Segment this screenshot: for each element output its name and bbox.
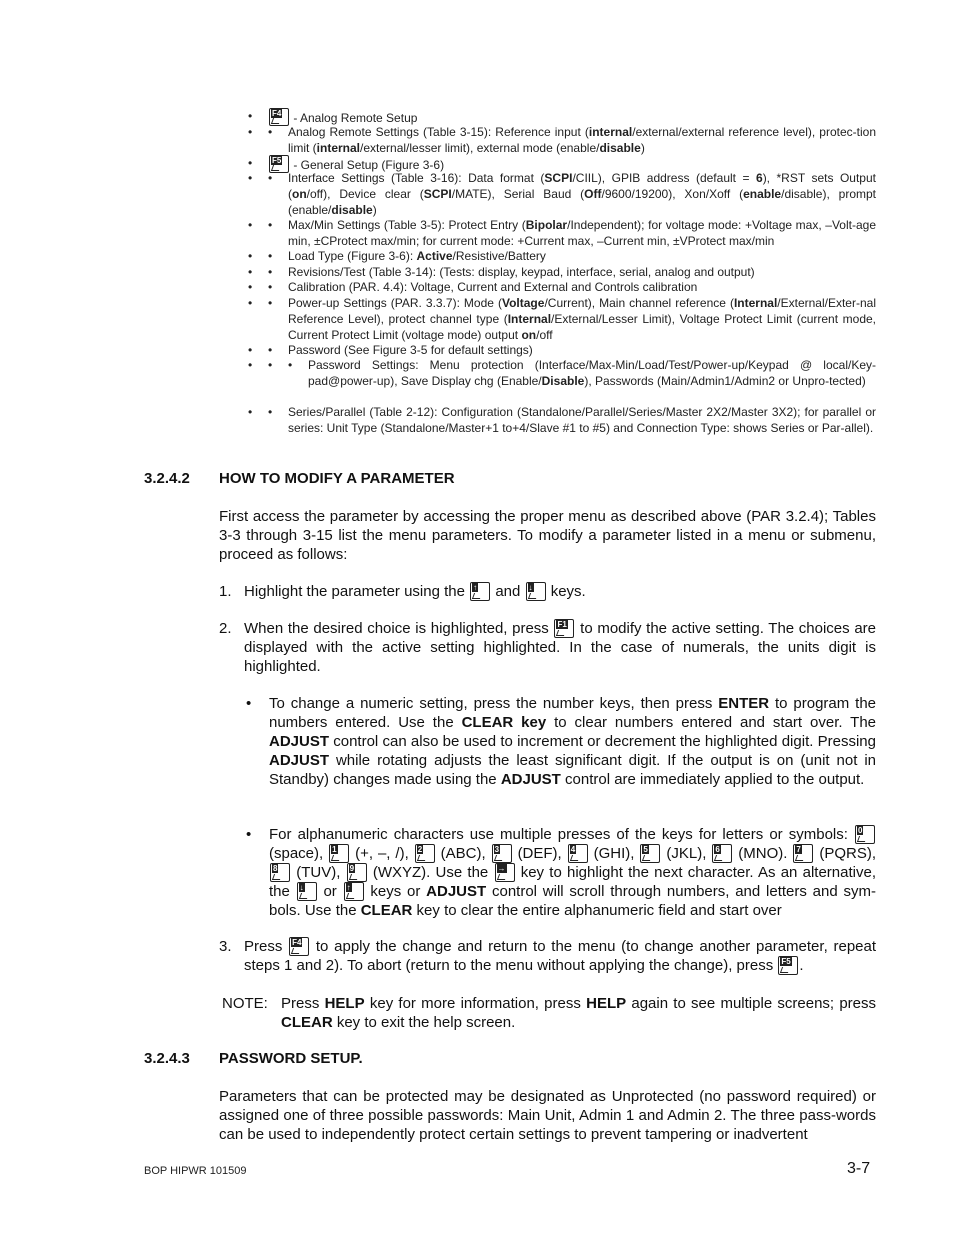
step-number: 1. (219, 583, 232, 600)
step-3 (244, 937, 876, 975)
small-list-text: F4 - Analog Remote Setup (268, 108, 856, 126)
bullet: • (246, 695, 252, 712)
bullet: • (248, 296, 253, 310)
f4-key-icon: F4 (269, 108, 289, 126)
text: For alphanumeric characters use multiple presses of the keys for letters or symbols: (269, 826, 848, 843)
step-3-text: to apply the change and return to the menu (to change another parameter, repeat steps 1 and 2). To abort (return to the menu without applying the change), press (244, 938, 877, 974)
text: key to highlight the next character. As an alternative, the (269, 864, 876, 900)
step-2-text: When the desired choice is highlighted, press (244, 620, 549, 637)
bullet: • (268, 218, 273, 232)
small-list-text: Load Type (Figure 3-6): Active/Resistive/Battery (288, 249, 546, 263)
down-arrow-key-icon: ↓ (297, 882, 317, 901)
key-1-icon: 1 (329, 844, 349, 863)
footer-doc-id: BOP HIPWR 101509 (144, 1165, 247, 1177)
bullet: • (268, 296, 273, 310)
bullet: • (288, 358, 293, 372)
small-list-text: Calibration (PAR. 4.4): Voltage, Current and External and Controls calibration (288, 280, 698, 294)
text: (WXYZ). Use the (372, 864, 489, 881)
bullet: • (248, 171, 253, 185)
text: or (323, 883, 337, 900)
bullet: • (268, 280, 273, 294)
key-9-icon: 9 (347, 863, 367, 882)
key-8-icon: 8 (270, 863, 290, 882)
step-1 (244, 582, 876, 601)
bullet: • (248, 218, 253, 232)
step-number: 3. (219, 938, 232, 955)
text: (PQRS), (819, 845, 877, 862)
text: keys or ADJUST control will scroll through numbers, and letters and sym-bols. Use the CLEAR key to clear the entire alphanumeric field and start over (269, 883, 876, 919)
bullet: • (248, 358, 253, 372)
small-list-text: Series/Parallel (Table 2-12): Configuration (Standalone/Parallel/Series/Master 2X2/Master 3X2); for parallel or series: Unit Type (Standalone/Master+1 to+4/Slave #1 to #5) and Connection Type: shows Series or Par-allel). (288, 405, 876, 435)
bullet: • (248, 125, 253, 139)
alphanumeric-paragraph (269, 825, 876, 920)
step-1-text: keys. (550, 583, 586, 600)
bullet: • (248, 405, 253, 419)
section-number: 3.2.4.2 (144, 470, 190, 487)
up-arrow-key-icon: ↑ (470, 582, 490, 601)
f5-key-icon: F5 (269, 155, 289, 173)
page-number: 3-7 (847, 1160, 871, 1177)
text: (space), (269, 845, 324, 862)
bullet: • (268, 125, 273, 139)
bullet: • (248, 280, 253, 294)
text: (DEF), (517, 845, 562, 862)
section-title: PASSWORD SETUP. (219, 1050, 363, 1067)
bullet: • (248, 343, 253, 357)
intro-paragraph: First access the parameter by accessing the proper menu as described above (PAR 3.2.4); Tables 3-3 through 3-15 list the menu parameters. To modify a parameter listed in a menu or submenu, proceed as follows: (219, 508, 876, 563)
section-number: 3.2.4.3 (144, 1050, 190, 1067)
bullet: • (268, 358, 273, 372)
text: (+, –, /), (355, 845, 409, 862)
small-list-text: Max/Min Settings (Table 3-5): Protect Entry (Bipolar/Independent); for voltage mode: +Voltage max, –Volt-age min, ±CProtect max/min; for current mode: +Current max, –Current min, ±VProtect max/min (288, 218, 876, 248)
step-2 (244, 619, 876, 676)
bullet: • (268, 405, 273, 419)
bullet: • (248, 109, 253, 123)
down-arrow-key-icon: ↓ (526, 582, 546, 601)
password-paragraph: Parameters that can be protected may be designated as Unprotected (no password required) or assigned one of three possible passwords: Main Unit, Admin 1 and Admin 2. The three pass-words can be used to independently protect certain settings to prevent tampering or inadvertent (219, 1088, 876, 1143)
step-1-text: and (495, 583, 521, 600)
section-title: HOW TO MODIFY A PARAMETER (219, 470, 455, 487)
text: (JKL), (666, 845, 707, 862)
key-4-icon: 4 (568, 844, 588, 863)
up-arrow-key-icon: ↑ (344, 882, 364, 901)
text: (GHI), (593, 845, 635, 862)
text: (ABC), (440, 845, 486, 862)
step-2-text: to modify the active setting. The choices are displayed with the active setting highlighted. In the case of numerals, the units digit is highlighted. (244, 620, 876, 675)
bullet: • (248, 156, 253, 170)
key-3-icon: 3 (492, 844, 512, 863)
note-label: NOTE: (222, 995, 268, 1012)
small-list-text: Power-up Settings (PAR. 3.3.7): Mode (Voltage/Current), Main channel reference (Internal/External/Exter-nal Reference Level), protect channel type (Internal/External/Lesser Limit), Voltage Protect Limit (current mode, Current Protect Limit (voltage mode) output on/off (288, 296, 876, 342)
small-list-text: Password Settings: Menu protection (Interface/Max-Min/Load/Test/Power-up/Keypad @ local/Key-pad@power-up), Save Display chg (Enable/Disable), Passwords (Main/Admin1/Admin2 or Unpro-tected) (308, 358, 876, 388)
small-list-text: Analog Remote Settings (Table 3-15): Reference input (internal/external/external reference level), protec-tion limit (internal/external/lesser limit), external mode (enable/disable) (288, 125, 876, 155)
key-5-icon: 5 (640, 844, 660, 863)
numeric-setting-paragraph: To change a numeric setting, press the number keys, then press ENTER to program the numbers entered. Use the CLEAR key to clear numbers entered and start over. The ADJUST control can also be used to increment or decrement the highlighted digit. Pressing ADJUST while rotating adjusts the least significant digit. If the output is on (unit not in Standby) changes made using the ADJUST control are immediately applied to the output. (269, 695, 877, 788)
key-2-icon: 2 (415, 844, 435, 863)
small-list-text: Interface Settings (Table 3-16): Data format (SCPI/CIIL), GPIB address (default = 6), *RST sets Output (on/off), Device clear (SCPI/MATE), Serial Baud (Off/9600/19200), Xon/Xoff (enable/disable), prompt (enable/disable) (288, 171, 877, 217)
small-list-text: Revisions/Test (Table 3-14): (Tests: display, keypad, interface, serial, analog and output) (288, 265, 755, 279)
key-7-icon: 7 (793, 844, 813, 863)
step-3-text: Press (244, 938, 283, 955)
bullet: • (268, 265, 273, 279)
note-text: Press HELP key for more information, press HELP again to see multiple screens; press CLEAR key to exit the help screen. (281, 995, 877, 1031)
step-3-text: . (799, 957, 804, 974)
bullet: • (268, 171, 273, 185)
key-6-icon: 6 (712, 844, 732, 863)
f5-key-icon: F5 (778, 956, 798, 975)
right-arrow-key-icon: → (495, 863, 515, 882)
text: (MNO). (738, 845, 788, 862)
step-1-text: Highlight the parameter using the (244, 583, 465, 600)
bullet: • (248, 265, 253, 279)
bullet: • (268, 249, 273, 263)
step-number: 2. (219, 620, 232, 637)
key-0-icon: 0 (855, 825, 875, 844)
bullet: • (248, 249, 253, 263)
small-list-text: Password (See Figure 3-5 for default settings) (288, 343, 533, 357)
text: (TUV), (296, 864, 341, 881)
bullet: • (268, 343, 273, 357)
f1-key-icon: F1 (554, 619, 574, 638)
small-list-text: F5 - General Setup (Figure 3-6) (268, 155, 856, 173)
bullet: • (246, 826, 252, 843)
f4-key-icon: F4 (289, 937, 309, 956)
